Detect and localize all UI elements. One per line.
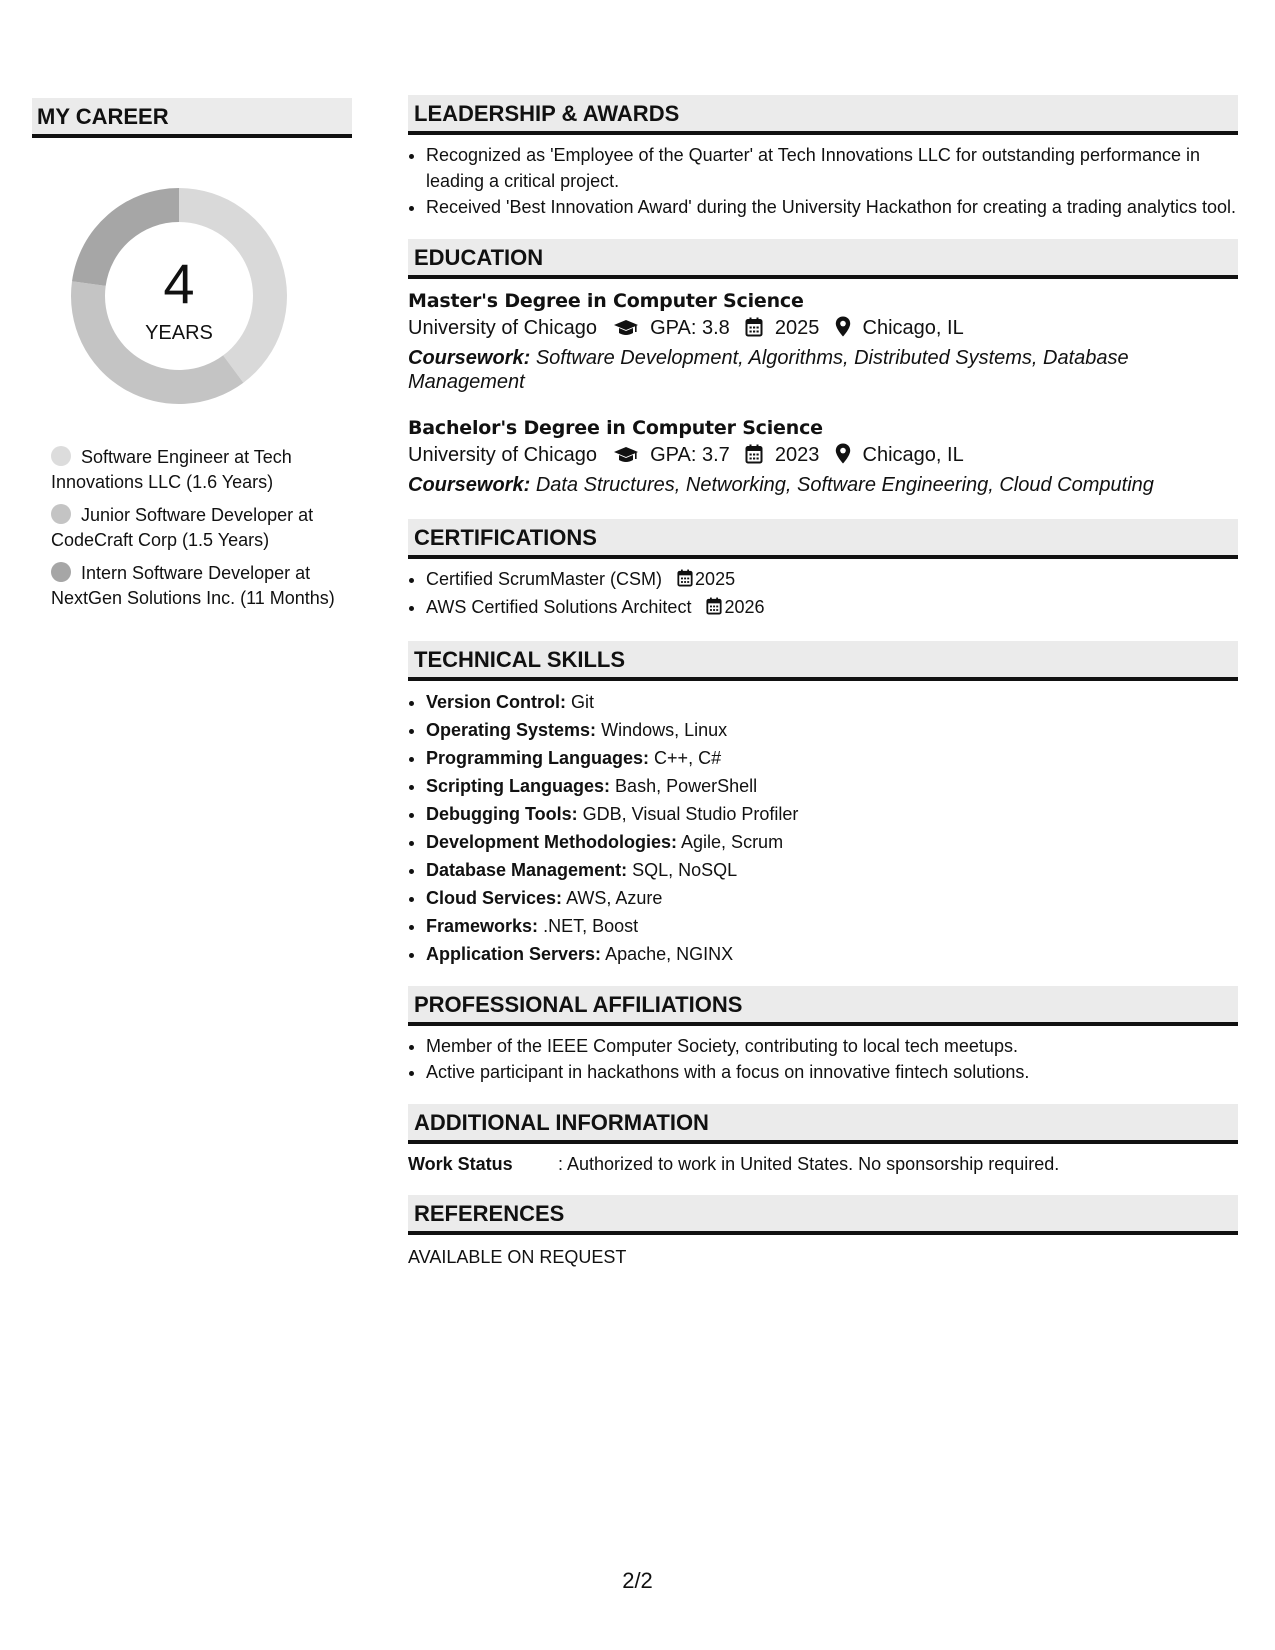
list-item — [426, 745, 1238, 772]
graduation-year: 2025 — [774, 316, 820, 339]
list-item — [426, 885, 1238, 912]
certification-name: AWS Certified Solutions Architect — [426, 597, 692, 617]
career-column — [32, 98, 352, 619]
total-years-unit: YEARS — [145, 322, 213, 344]
skill-values: SQL, NoSQL — [632, 859, 738, 880]
coursework — [408, 473, 1238, 497]
certifications-section — [408, 519, 1238, 623]
coursework-text: Data Structures, Networking, Software Engineering, Cloud Computing — [535, 473, 1154, 496]
career-legend-label: Intern Software Developer at NextGen Solutions Inc. (11 Months) — [51, 563, 335, 608]
calendar-icon — [677, 569, 693, 595]
education-details — [408, 440, 1238, 473]
list-item: • Received 'Best Innovation Award' during the University Hackathon for creating a trading analytics tool. — [426, 195, 1238, 221]
skill-values: Apache, NGINX — [605, 943, 734, 964]
education-heading: EDUCATION — [408, 239, 1238, 279]
skill-category: Operating Systems: — [426, 719, 597, 740]
work-status-label: Work Status — [408, 1153, 513, 1174]
career-donut-chart — [66, 183, 292, 409]
legend-dot-icon — [51, 504, 71, 524]
skill-values: C++, C# — [654, 747, 722, 768]
awards-section — [408, 95, 1238, 221]
education-list — [408, 289, 1238, 497]
coursework-label: Coursework: — [408, 473, 531, 496]
additional-info-heading: ADDITIONAL INFORMATION — [408, 1104, 1238, 1144]
list-item: • Member of the IEEE Computer Society, contributing to local tech meetups. — [426, 1034, 1238, 1060]
list-item: • Recognized as 'Employee of the Quarter' at Tech Innovations LLC for outstanding performance in leading a critical project. — [426, 143, 1238, 194]
donut-center — [66, 183, 292, 409]
skill-values: Agile, Scrum — [681, 831, 784, 852]
career-legend-label: Junior Software Developer at CodeCraft Corp (1.5 Years) — [51, 505, 314, 550]
total-years-number: 4 — [163, 252, 195, 315]
calendar-icon — [745, 316, 763, 346]
list-item — [426, 801, 1238, 828]
degree-title: Bachelor's Degree in Computer Science — [408, 416, 823, 439]
list-item — [426, 689, 1238, 716]
certification-name: Certified ScrumMaster (CSM) — [426, 568, 663, 589]
school-name: University of Chicago — [408, 443, 597, 466]
references-text: AVAILABLE ON REQUEST — [408, 1246, 627, 1267]
list-item — [426, 773, 1238, 800]
skill-category: Development Methodologies: — [426, 831, 678, 852]
calendar-icon — [745, 443, 763, 473]
education-entry — [408, 416, 1238, 497]
list-item — [426, 941, 1238, 968]
career-legend — [51, 445, 336, 611]
skills-list — [408, 689, 1238, 968]
skill-category: Programming Languages: — [426, 747, 650, 768]
list-item — [426, 595, 1238, 623]
work-status-value: : Authorized to work in United States. No sponsorship required. — [558, 1153, 1060, 1174]
references-section — [408, 1195, 1238, 1270]
affiliations-section — [408, 986, 1238, 1086]
skill-category: Scripting Languages: — [426, 775, 611, 796]
career-legend-label: Software Engineer at Tech Innovations LLC (1.6 Years) — [51, 447, 292, 492]
gpa: GPA: 3.8 — [650, 316, 730, 339]
references-heading: REFERENCES — [408, 1195, 1238, 1235]
graduation-year: 2023 — [774, 443, 820, 466]
skill-values: GDB, Visual Studio Profiler — [582, 803, 799, 824]
certification-year: 2026 — [724, 597, 765, 617]
location-pin-icon — [835, 443, 851, 473]
legend-dot-icon — [51, 446, 71, 466]
list-item — [426, 567, 1238, 595]
graduation-cap-icon — [613, 316, 639, 346]
coursework-label: Coursework: — [408, 346, 531, 369]
skills-heading: TECHNICAL SKILLS — [408, 641, 1238, 681]
education-entry — [408, 289, 1238, 394]
additional-info-section — [408, 1104, 1238, 1177]
list-item — [426, 857, 1238, 884]
list-item — [426, 913, 1238, 940]
skill-category: Application Servers: — [426, 943, 602, 964]
affiliations-heading: PROFESSIONAL AFFILIATIONS — [408, 986, 1238, 1026]
coursework-text: Software Development, Algorithms, Distributed Systems, Database Management — [408, 346, 1129, 393]
skill-category: Frameworks: — [426, 915, 539, 936]
main-column — [408, 95, 1238, 1286]
legend-dot-icon — [51, 562, 71, 582]
career-heading: MY CAREER — [32, 98, 352, 138]
skill-values: Windows, Linux — [601, 719, 728, 740]
list-item: • Active participant in hackathons with a focus on innovative fintech solutions. — [426, 1060, 1238, 1086]
calendar-icon — [706, 597, 722, 623]
awards-list — [408, 143, 1238, 221]
education-section — [408, 239, 1238, 497]
coursework — [408, 346, 1238, 394]
skill-values: Bash, PowerShell — [615, 775, 758, 796]
certification-year: 2025 — [695, 568, 736, 589]
skill-values: AWS, Azure — [566, 887, 663, 908]
graduation-cap-icon — [613, 443, 639, 473]
skill-category: Debugging Tools: — [426, 803, 578, 824]
degree-title: Master's Degree in Computer Science — [408, 289, 804, 312]
certifications-heading: CERTIFICATIONS — [408, 519, 1238, 559]
skill-values: Git — [571, 691, 595, 712]
list-item — [426, 829, 1238, 856]
education-details — [408, 313, 1238, 346]
location: Chicago, IL — [862, 443, 964, 466]
awards-heading: LEADERSHIP & AWARDS — [408, 95, 1238, 135]
skill-category: Database Management: — [426, 859, 628, 880]
work-status-row — [408, 1152, 1238, 1177]
gpa: GPA: 3.7 — [650, 443, 730, 466]
location: Chicago, IL — [862, 316, 964, 339]
skill-category: Version Control: — [426, 691, 567, 712]
affiliations-list — [408, 1034, 1238, 1086]
career-legend-item — [51, 445, 336, 495]
certifications-list — [408, 567, 1238, 623]
school-name: University of Chicago — [408, 316, 597, 339]
page-number: 2/2 — [622, 1568, 653, 1593]
skill-values: .NET, Boost — [543, 915, 639, 936]
skill-category: Cloud Services: — [426, 887, 563, 908]
career-legend-item — [51, 561, 336, 611]
career-legend-item — [51, 503, 336, 553]
location-pin-icon — [835, 316, 851, 346]
list-item — [426, 717, 1238, 744]
skills-section — [408, 641, 1238, 968]
